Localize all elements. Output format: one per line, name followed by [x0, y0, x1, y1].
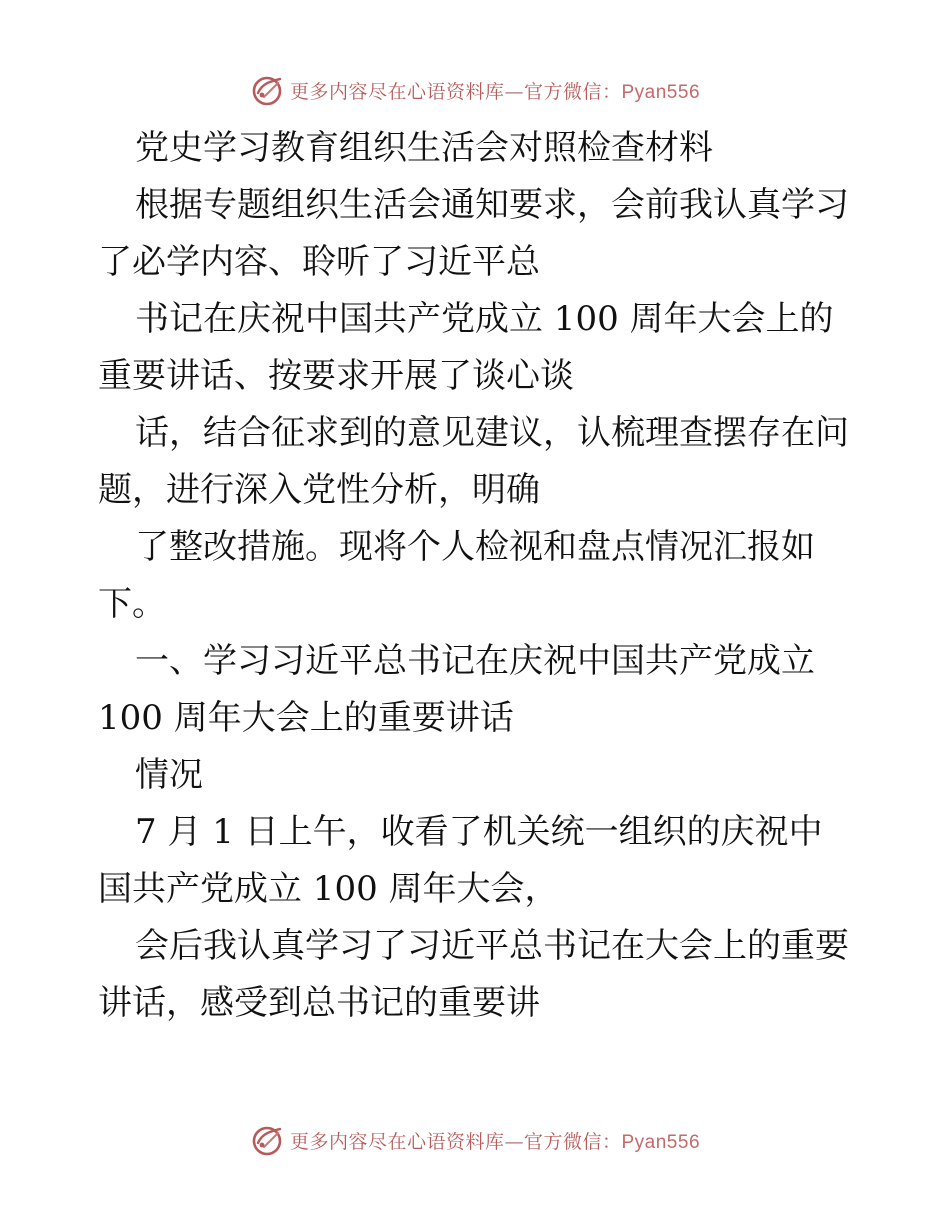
text-line: 根据专题组织生活会通知要求，会前我认真学习 — [135, 185, 849, 225]
document-title: 党史学习教育组织生活会对照检查材料 — [135, 128, 713, 168]
text-line: 重要讲话、按要求开展了谈心谈 — [98, 356, 574, 396]
banner-wechat-id: Pyan556 — [621, 81, 701, 103]
banner-separator: — — [504, 1130, 524, 1153]
banner-slogan: 更多内容尽在心语资料库 — [289, 80, 505, 103]
text-line: 题，进行深入党性分析，明确 — [98, 470, 540, 510]
banner-separator: — — [504, 80, 524, 103]
header-banner — [0, 70, 950, 110]
brand-logo-icon — [250, 73, 286, 107]
text-line: 国共产党成立 100 周年大会， — [98, 869, 559, 909]
text-line: 书记在庆祝中国共产党成立 100 周年大会上的 — [135, 299, 834, 339]
banner-wechat-label: 官方微信： — [523, 1130, 622, 1153]
section-heading: 情况 — [135, 755, 203, 795]
text-line: 会后我认真学习了习近平总书记在大会上的重要 — [135, 926, 849, 966]
text-line: 了必学内容、聆听了习近平总 — [98, 242, 540, 282]
banner-wechat-label: 官方微信： — [523, 80, 622, 103]
footer-banner — [0, 1120, 950, 1160]
section-heading: 100 周年大会上的重要讲话 — [98, 698, 514, 738]
text-line: 了整改措施。现将个人检视和盘点情况汇报如 — [135, 527, 815, 567]
text-line: 话，结合征求到的意见建议，认梳理查摆存在问 — [135, 413, 849, 453]
header-banner-text — [290, 77, 700, 104]
header-banner-content — [250, 73, 700, 107]
brand-logo-icon — [250, 1123, 286, 1157]
text-line: 讲话，感受到总书记的重要讲 — [98, 983, 540, 1023]
text-line: 下。 — [98, 584, 166, 624]
text-line: 7 月 1 日上午，收看了机关统一组织的庆祝中 — [135, 812, 823, 852]
footer-banner-content — [250, 1123, 700, 1157]
banner-wechat-id: Pyan556 — [621, 1131, 701, 1153]
section-heading: 一、学习习近平总书记在庆祝中国共产党成立 — [135, 641, 815, 681]
footer-banner-text — [290, 1127, 700, 1154]
banner-slogan: 更多内容尽在心语资料库 — [289, 1130, 505, 1153]
